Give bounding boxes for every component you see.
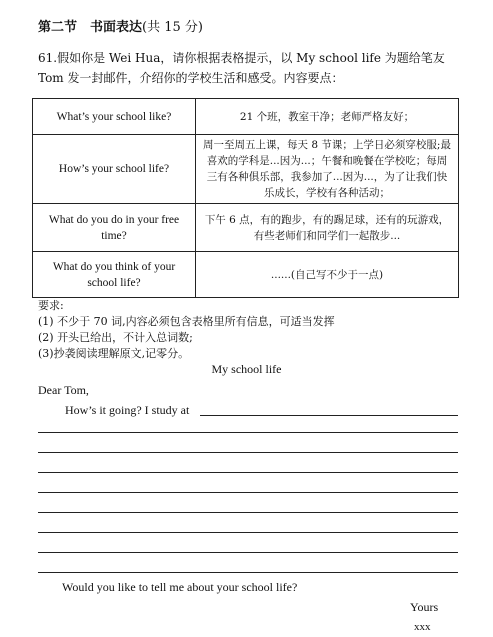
requirement-item: (2) 开头已给出，不计入总词数; (38, 331, 193, 344)
letter-greeting: Dear Tom, (38, 383, 89, 397)
answer-line[interactable] (38, 552, 458, 553)
table-question: What do you think of your school life? (33, 252, 196, 298)
answer-line[interactable] (38, 492, 458, 493)
letter-closing-question: Would you like to tell me about your school life? (62, 580, 298, 594)
answer-line[interactable] (38, 512, 458, 513)
requirement-item: (1) 不少于 70 词,内容必须包含表格里所有信息，可适当发挥 (38, 315, 335, 328)
table-answer: 下午 6 点，有的跑步，有的踢足球，还有的玩游戏，有些老师们和同学们一起散步... (196, 204, 459, 252)
letter-signature: xxx (414, 621, 431, 633)
table-answer: 周一至周五上课，每天 8 节课；上学日必须穿校服;最喜欢的学科是...因为...；午餐和晚餐在学校吃；每周三有各种俱乐部，我参加了...因为...，为了让我们快乐成长，学校有各种活动； (196, 135, 459, 204)
answer-line[interactable] (38, 452, 458, 453)
answer-line[interactable] (38, 472, 458, 473)
letter-sign-off: Yours (410, 600, 439, 614)
letter-opening: How’s it going? I study at (65, 403, 190, 417)
answer-line[interactable] (38, 572, 458, 573)
table-row (33, 204, 459, 252)
table-row (33, 99, 459, 135)
table-question: What do you do in your free time? (33, 204, 196, 252)
table-answer: ......(自己写不少于一点) (196, 252, 459, 298)
section-title-bold: 第二节 书面表达 (38, 20, 143, 35)
section-title (38, 16, 203, 35)
requirement-item: (3)抄袭阅读理解原文,记零分。 (38, 347, 190, 360)
table-question: What’s your school like? (33, 99, 196, 135)
table-row (33, 135, 459, 204)
content-points-table (32, 98, 459, 298)
writing-prompt: 61.假如你是 Wei Hua，请你根据表格提示，以 My school life 为题给笔友 Tom 发一封邮件，介绍你的学校生活和感受。内容要点： (38, 51, 445, 85)
table-question: How’s your school life? (33, 135, 196, 204)
answer-line[interactable] (38, 432, 458, 433)
section-points: (共 15 分) (142, 20, 203, 35)
table-answer: 21 个班，教室干净；老师严格友好； (196, 99, 459, 135)
requirements-label: 要求: (38, 299, 64, 312)
answer-blank-inline[interactable] (200, 415, 458, 416)
answer-line[interactable] (38, 532, 458, 533)
essay-title: My school life (211, 362, 282, 376)
table-row (33, 252, 459, 298)
